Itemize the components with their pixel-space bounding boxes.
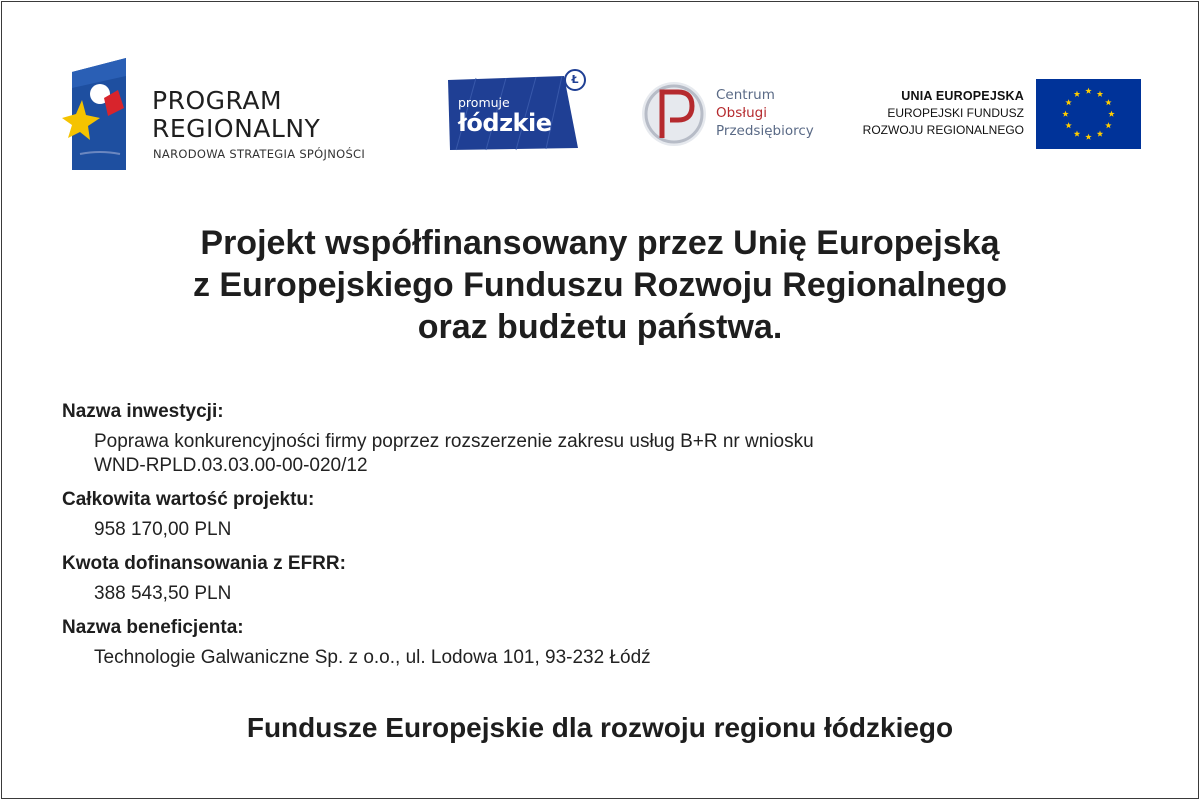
headline-line1: Projekt współfinansowany przez Unię Europejską: [200, 224, 1000, 262]
footer-slogan: Fundusze Europejskie dla rozwoju regionu łódzkiego: [246, 712, 954, 743]
promuje-lodzkie-logo: [446, 66, 591, 152]
eu-line3: ROZWOJU REGIONALNEGO: [862, 123, 1024, 137]
project-details: [62, 400, 1162, 670]
centrum-line1: Centrum: [716, 87, 775, 103]
eu-line1: UNIA EUROPEJSKA: [901, 89, 1024, 103]
information-board: [1, 1, 1199, 799]
centrum-line3: Przedsiębiorcy: [716, 123, 814, 139]
cofunding-label: Kwota dofinansowania z EFRR:: [62, 553, 346, 574]
beneficiary-label: Nazwa beneficjenta:: [62, 617, 244, 638]
program-regionalny-emblem-icon: [60, 58, 130, 170]
investment-value-line2: WND-RPLD.03.03.00-00-020/12: [94, 455, 368, 476]
investment-value-line1: Poprawa konkurencyjności firmy poprzez rozszerzenie zakresu usług B+R nr wniosku: [94, 431, 814, 452]
cofunding-value: 388 543,50 PLN: [94, 583, 232, 604]
lodz-coin-icon: Ł: [564, 69, 586, 91]
headline-line3: oraz budżetu państwa.: [417, 308, 783, 346]
beneficiary-value: Technologie Galwaniczne Sp. z o.o., ul. Lodowa 101, 93-232 Łódź: [94, 647, 651, 668]
centrum-p-emblem-icon: [640, 78, 712, 150]
investment-label: Nazwa inwestycji:: [62, 401, 224, 422]
program-regionalny-line2: REGIONALNY: [152, 114, 321, 143]
logo-bar: [2, 2, 1198, 182]
total-value-label: Całkowita wartość projektu:: [62, 489, 315, 510]
centrum-line2: Obsługi: [716, 105, 767, 121]
eu-fund-text: [822, 88, 1024, 139]
program-regionalny-subtitle: NARODOWA STRATEGIA SPÓJNOŚCI: [153, 147, 366, 161]
headline: [2, 222, 1198, 348]
headline-line2: z Europejskiego Funduszu Rozwoju Regionalnego: [192, 266, 1008, 304]
lodzkie-text: łódzkie: [458, 109, 552, 137]
total-value: 958 170,00 PLN: [94, 519, 232, 540]
eu-flag-icon: [1036, 79, 1141, 149]
eu-line2: EUROPEJSKI FUNDUSZ: [887, 106, 1024, 120]
program-regionalny-logo: [60, 58, 410, 170]
promuje-text: promuje: [458, 95, 510, 110]
program-regionalny-line1: PROGRAM: [152, 86, 283, 115]
investment-value: [62, 430, 1162, 478]
centrum-obslugi-logo: [640, 78, 820, 150]
